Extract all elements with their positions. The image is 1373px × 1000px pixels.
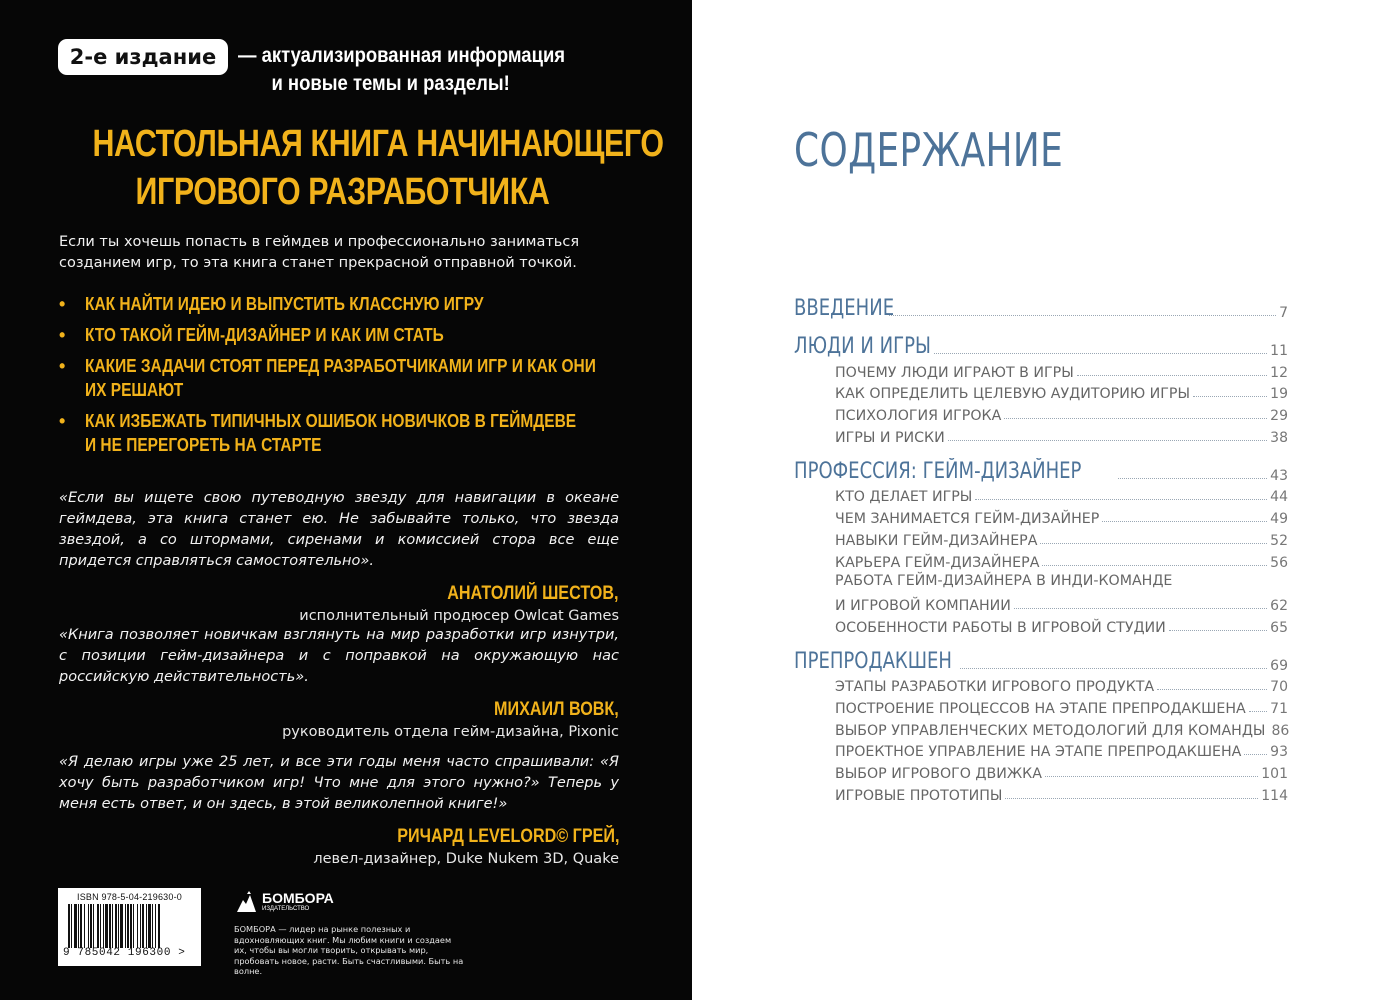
toc-item-title: ПСИХОЛОГИЯ ИГРОКА	[835, 408, 1002, 425]
testimonial-text: «Если вы ищете свою путеводную звезду для навигации в океане геймдева, эта книга станет ею. Не забывайте только, что звезда звездой, а со штормами, сиренами и комиссией стора все еще придется справляться самостоятельно».	[59, 490, 619, 569]
testimonial	[59, 488, 619, 627]
toc-item	[794, 549, 1288, 571]
toc-page-number: 12	[1270, 364, 1288, 381]
barcode-bar	[103, 904, 104, 948]
barcode-bar	[71, 904, 72, 948]
bullet-icon: •	[59, 325, 66, 345]
toc-page-number: 49	[1270, 511, 1288, 528]
toc-page-number: 65	[1270, 619, 1288, 636]
toc-leader-dots	[1244, 754, 1267, 755]
toc-item-title: ОСОБЕННОСТИ РАБОТЫ В ИГРОВОЙ СТУДИИ	[835, 619, 1166, 636]
toc-item-title: ЧЕМ ЗАНИМАЕТСЯ ГЕЙМ-ДИЗАЙНЕР	[835, 511, 1100, 528]
toc-page-number: 69	[1270, 657, 1288, 674]
toc-page-number: 52	[1270, 532, 1288, 549]
toc-page-number: 19	[1270, 386, 1288, 403]
feature-item	[59, 323, 659, 347]
toc-leader-dots	[1193, 396, 1267, 397]
toc-item-title: ПОСТРОЕНИЕ ПРОЦЕССОВ НА ЭТАПЕ ПРЕПРОДАКШЕНА	[835, 700, 1246, 717]
feature-item	[59, 292, 659, 316]
book-title-line: НАСТОЛЬНАЯ КНИГА НАЧИНАЮЩЕГО	[92, 123, 664, 165]
barcode-bar	[84, 904, 85, 948]
toc-item	[794, 484, 1288, 506]
testimonial-text: «Книга позволяет новичкам взглянуть на мир разработки игр изнутри, с позиции гейм-дизайнера и с поправкой на окружающую нас российскую действительность».	[59, 627, 619, 685]
feature-text: ИХ РЕШАЮТ	[85, 380, 184, 400]
bullet-icon: •	[59, 411, 66, 431]
feature-text: КАК НАЙТИ ИДЕЮ И ВЫПУСТИТЬ КЛАССНУЮ ИГРУ	[85, 294, 484, 314]
barcode-bar	[80, 904, 82, 948]
toc-item	[794, 614, 1288, 636]
toc-item-title: ПОЧЕМУ ЛЮДИ ИГРАЮТ В ИГРЫ	[835, 364, 1074, 381]
toc-leader-dots	[1005, 798, 1258, 799]
barcode-bar	[120, 904, 123, 948]
toc-item-title: КАРЬЕРА ГЕЙМ-ДИЗАЙНЕРА	[835, 554, 1040, 571]
barcode-bar	[142, 904, 144, 948]
testimonial	[59, 625, 619, 743]
testimonial-role: руководитель отдела гейм-дизайна, Pixonic	[282, 724, 619, 740]
barcode-bar	[88, 904, 89, 948]
toc-item	[794, 717, 1288, 739]
feature-text: КАКИЕ ЗАДАЧИ СТОЯТ ПЕРЕД РАЗРАБОТЧИКАМИ ИГР И КАК ОНИ	[85, 356, 596, 376]
intro-text: Если ты хочешь попасть в геймдев и профессионально заниматься созданием игр, то эта книга станет прекрасной отправной точкой.	[59, 234, 580, 271]
bullet-icon: •	[59, 356, 66, 376]
book-title-line: ИГРОВОГО РАЗРАБОТЧИКА	[135, 171, 550, 213]
testimonial-author	[59, 582, 619, 606]
toc-page-number: 101	[1261, 766, 1288, 783]
publisher-logo	[234, 890, 464, 914]
barcode-bar	[152, 904, 153, 948]
barcode-bar	[146, 904, 147, 948]
toc-item-title: ИГРЫ И РИСКИ	[835, 429, 945, 446]
barcode-bar	[109, 904, 111, 948]
toc-item-title: ВЫБОР ИГРОВОГО ДВИЖКА	[835, 766, 1042, 783]
edition-badge: 2-е издание	[58, 39, 228, 75]
toc-section-title: ПРОФЕССИЯ: ГЕЙМ-ДИЗАЙНЕР	[794, 458, 1082, 484]
barcode-bar	[133, 904, 134, 948]
barcode-bar	[105, 904, 108, 948]
toc-section	[794, 295, 1288, 321]
toc-leader-dots	[1169, 630, 1267, 631]
barcode-bar	[90, 904, 92, 948]
toc-item	[794, 359, 1288, 381]
book-title	[30, 120, 664, 216]
testimonial-author-name: АНАТОЛИЙ ШЕСТОВ,	[447, 583, 619, 604]
toc-item	[794, 505, 1288, 527]
toc-leader-dots	[934, 353, 1267, 354]
feature-text: КАК ИЗБЕЖАТЬ ТИПИЧНЫХ ОШИБОК НОВИЧКОВ В ГЕЙМДЕВЕ	[85, 411, 577, 431]
toc-page-number: 93	[1270, 744, 1288, 761]
feature-text: И НЕ ПЕРЕГОРЕТЬ НА СТАРТЕ	[85, 435, 322, 455]
testimonial-author	[59, 825, 619, 849]
barcode-bar	[125, 904, 126, 948]
publisher-block	[234, 890, 464, 977]
barcode-bar	[115, 904, 117, 948]
toc-page-number: 11	[1270, 343, 1288, 359]
toc-leader-dots	[975, 499, 1267, 500]
toc-leader-dots	[1040, 543, 1267, 544]
toc-leader-dots	[1157, 689, 1267, 690]
edition-tagline-line: и новые темы и разделы!	[271, 72, 510, 95]
toc-item-line	[835, 592, 1288, 614]
toc-section	[794, 458, 1288, 484]
table-of-contents	[794, 295, 1288, 804]
toc-leader-dots	[960, 668, 1268, 669]
barcode-bar	[78, 904, 79, 948]
barcode-bar	[127, 904, 129, 948]
toc-item	[794, 695, 1288, 717]
barcode-bar	[155, 904, 156, 948]
toc-section-title: ЛЮДИ И ИГРЫ	[794, 334, 931, 359]
contents-title: СОДЕРЖАНИЕ	[794, 123, 1064, 177]
barcode-icon	[68, 904, 190, 948]
toc-item	[794, 739, 1288, 761]
toc-item-title: ЭТАПЫ РАЗРАБОТКИ ИГРОВОГО ПРОДУКТА	[835, 679, 1155, 696]
testimonial-author-name: МИХАИЛ ВОВК,	[494, 699, 619, 720]
toc-item	[794, 402, 1288, 424]
toc-leader-dots	[1045, 776, 1258, 777]
toc-item	[794, 527, 1288, 549]
toc-section-title: ПРЕПРОДАКШЕН	[794, 648, 952, 674]
toc-page-number: 62	[1270, 597, 1288, 614]
toc-item	[794, 782, 1288, 804]
testimonial	[59, 752, 619, 870]
publisher-name: БОМБОРА	[262, 890, 334, 906]
toc-leader-dots	[1042, 565, 1267, 566]
testimonial-author	[59, 698, 619, 722]
toc-item-title: НАВЫКИ ГЕЙМ-ДИЗАЙНЕРА	[835, 532, 1038, 549]
barcode-bar	[140, 904, 141, 948]
toc-leader-dots	[1118, 478, 1268, 479]
toc-section-title: ВВЕДЕНИЕ	[794, 296, 895, 321]
toc-page-number: 44	[1270, 489, 1288, 506]
barcode-bar	[97, 904, 99, 948]
bullet-icon: •	[59, 294, 66, 314]
toc-leader-dots	[1014, 608, 1267, 609]
toc-item-title: ПРОЕКТНОЕ УПРАВЛЕНИЕ НА ЭТАПЕ ПРЕПРОДАКШЕНА	[835, 744, 1242, 761]
publisher-subtitle: ИЗДАТЕЛЬСТВО	[262, 906, 310, 912]
barcode-bar	[112, 904, 113, 948]
toc-page-number: 114	[1261, 787, 1288, 804]
publisher-description: БОМБОРА — лидер на рынке полезных и вдохновляющих книг. Мы любим книги и создаем их, чтобы вы могли творить, открывать мир, пробовать новое, расти. Быть счастливыми. Быть на волне.	[234, 924, 464, 976]
toc-item-title: КАК ОПРЕДЕЛИТЬ ЦЕЛЕВУЮ АУДИТОРИЮ ИГРЫ	[835, 386, 1190, 403]
barcode-bar	[93, 904, 94, 948]
barcode-bar	[158, 904, 160, 948]
toc-leader-dots	[1004, 418, 1267, 419]
toc-page-number: 43	[1270, 467, 1288, 484]
toc-item-title: ВЫБОР УПРАВЛЕНЧЕСКИХ МЕТОДОЛОГИЙ ДЛЯ КОМАНДЫ	[835, 722, 1266, 739]
toc-item-title: КТО ДЕЛАЕТ ИГРЫ	[835, 489, 973, 506]
toc-item	[794, 571, 1288, 614]
toc-page-number: 29	[1270, 408, 1288, 425]
toc-page-number: 38	[1270, 429, 1288, 446]
toc-item-title: ИГРОВЫЕ ПРОТОТИПЫ	[835, 787, 1003, 804]
publisher-logo-icon	[234, 890, 258, 914]
toc-page-number: 86	[1271, 722, 1290, 739]
barcode-bar	[74, 904, 77, 948]
toc-section	[794, 648, 1288, 674]
toc-item-title: И ИГРОВОЙ КОМПАНИИ	[835, 597, 1011, 614]
toc-page-number: 71	[1270, 700, 1288, 717]
contents-page	[692, 0, 1373, 1000]
toc-leader-dots	[1077, 375, 1267, 376]
toc-leader-dots	[889, 315, 1276, 316]
barcode-bar	[68, 904, 70, 948]
toc-item-title: РАБОТА ГЕЙМ-ДИЗАЙНЕРА В ИНДИ-КОМАНДЕ	[835, 572, 1173, 589]
toc-item	[794, 674, 1288, 696]
barcode-bar	[100, 904, 101, 948]
feature-list	[59, 292, 659, 464]
isbn-text: ISBN 978-5-04-219630-0	[77, 892, 182, 902]
toc-page-number: 56	[1270, 554, 1288, 571]
barcode-bar	[137, 904, 138, 948]
isbn-barcode	[58, 888, 201, 966]
toc-page-number: 7	[1279, 305, 1288, 321]
barcode-bar	[118, 904, 119, 948]
toc-item	[794, 424, 1288, 446]
toc-page-number: 70	[1270, 679, 1288, 696]
edition-tagline-line: — актуализированная информация	[238, 44, 566, 67]
feature-item	[59, 409, 659, 457]
toc-section	[794, 333, 1288, 359]
barcode-bar	[130, 904, 132, 948]
testimonial-text: «Я делаю игры уже 25 лет, и все эти годы меня часто спрашивали: «Я хочу быть разработчиком игр! Что мне для этого нужно?» Теперь у меня есть ответ, и он здесь, в этой великолепной книге!»	[59, 754, 619, 812]
edition-tagline	[238, 42, 566, 98]
barcode-digits: 9 785042 196300 >	[63, 947, 186, 959]
toc-item	[794, 760, 1288, 782]
toc-item	[794, 381, 1288, 403]
testimonial-role: левел-дизайнер, Duke Nukem 3D, Quake	[313, 851, 619, 867]
testimonial-role: исполнительный продюсер Owlcat Games	[299, 608, 619, 624]
toc-leader-dots	[948, 440, 1267, 441]
feature-text: КТО ТАКОЙ ГЕЙМ-ДИЗАЙНЕР И КАК ИМ СТАТЬ	[85, 325, 444, 345]
testimonial-author-name: РИЧАРД LEVELORD© ГРЕЙ,	[396, 826, 619, 847]
feature-item	[59, 354, 659, 402]
barcode-bar	[148, 904, 151, 948]
toc-leader-dots	[1102, 521, 1267, 522]
toc-leader-dots	[1249, 711, 1267, 712]
